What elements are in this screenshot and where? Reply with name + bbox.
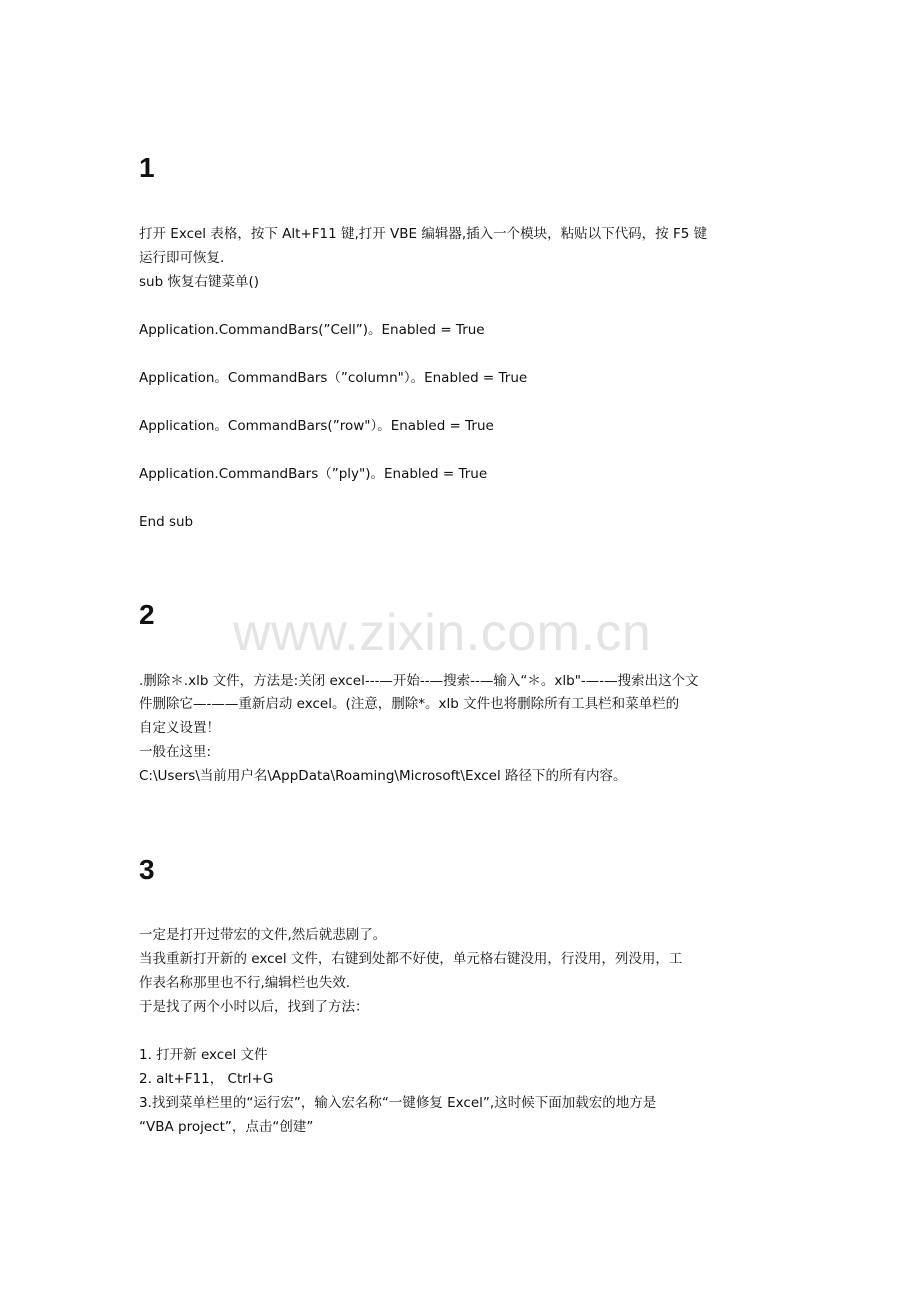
section-1-line: 打开 Excel 表格，按下 Alt+F11 键,打开 VBE 编辑器,插入一个模块，粘贴以下代码，按 F5 键: [139, 226, 708, 242]
section-1-line: 运行即可恢复.: [139, 250, 225, 266]
code-line-row: Application。CommandBars(”row"）。Enabled = True: [139, 418, 494, 434]
code-line-sub: sub 恢复右键菜单(): [139, 274, 259, 290]
step-3-line: 3.找到菜单栏里的“运行宏”，输入宏名称“一键修复 Excel”,这时候下面加载宏的地方是: [139, 1095, 657, 1111]
section-2-line: 自定义设置！: [139, 720, 220, 736]
code-line-column: Application。CommandBars（”column"）。Enabled = True: [139, 370, 528, 386]
code-line-end-sub: End sub: [139, 514, 194, 530]
step-1-line: 1. 打开新 excel 文件: [139, 1047, 268, 1063]
section-2-line: 一般在这里:: [139, 744, 212, 760]
step-2-line: 2. alt+F11， Ctrl+G: [139, 1071, 274, 1087]
section-2-line: 件删除它—-——重新启动 excel。(注意，删除*。xlb 文件也将删除所有工具栏和菜单栏的: [139, 696, 680, 712]
section-2-heading: 2: [139, 599, 155, 630]
section-3-line: 于是找了两个小时以后，找到了方法：: [139, 999, 369, 1015]
code-line-cell: Application.CommandBars(”Cell”)。Enabled = True: [139, 322, 485, 338]
file-path-line: C:\Users\当前用户名\AppData\Roaming\Microsoft\Excel 路径下的所有内容。: [139, 768, 627, 784]
section-3-line: 一定是打开过带宏的文件,然后就悲剧了。: [139, 927, 387, 943]
section-3-heading: 3: [139, 854, 155, 885]
section-2-line: .删除＊.xlb 文件，方法是:关闭 excel---—开始--—搜索--—输入“＊。xlb"-—-—搜索出这个文: [139, 673, 699, 689]
section-3-line: 作表名称那里也不行,编辑栏也失效.: [139, 975, 351, 991]
section-1-heading: 1: [139, 152, 155, 183]
code-line-ply: Application.CommandBars（”ply")。Enabled = True: [139, 466, 488, 482]
watermark: www.zixin.com.cn: [233, 604, 652, 662]
step-3-line-continued: “VBA project”，点击“创建”: [139, 1119, 314, 1135]
section-3-line: 当我重新打开新的 excel 文件，右键到处都不好使，单元格右键没用，行没用，列没用，工: [139, 951, 683, 967]
